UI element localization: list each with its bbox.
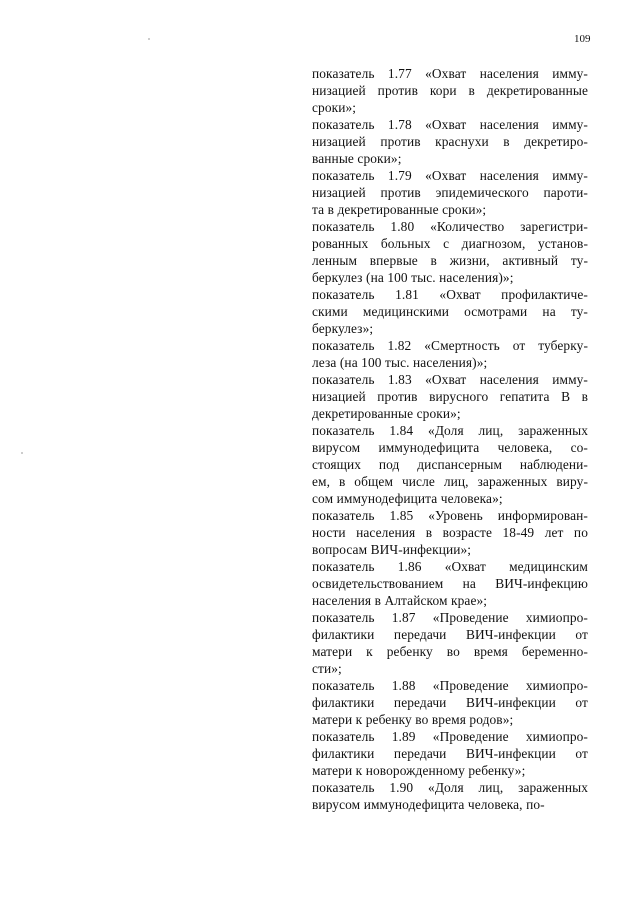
text-line: матери к ребенку во время родов»; (312, 712, 514, 727)
text-line: ленным впервые в жизни, активный ту- (312, 253, 588, 268)
text-line: низацией против эпидемического пароти- (312, 185, 588, 200)
text-line: показатель 1.78 «Охват населения имму- (312, 117, 588, 132)
text-line: показатель 1.86 «Охват медицинским (312, 559, 588, 574)
text-line: показатель 1.80 «Количество зарегистри- (312, 219, 588, 234)
text-line: низацией против краснухи в декретиро- (312, 134, 588, 149)
text-line: показатель 1.77 «Охват населения имму- (312, 66, 588, 81)
body-text (312, 65, 588, 813)
text-line: ем, в общем числе лиц, зараженных виру- (312, 474, 588, 489)
text-line: матери к новорожденному ребенку»; (312, 763, 526, 778)
text-line: декретированные сроки»; (312, 406, 461, 421)
text-line: стоящих под диспансерным наблюдени- (312, 457, 588, 472)
indicator-paragraph (312, 286, 588, 337)
page-number: 109 (574, 33, 591, 45)
text-line: показатель 1.88 «Проведение химиопро- (312, 678, 588, 693)
text-line: показатель 1.84 «Доля лиц, зараженных (312, 423, 588, 438)
indicator-paragraph (312, 371, 588, 422)
text-line: показатель 1.81 «Охват профилактиче- (312, 287, 588, 302)
text-line: беркулез»; (312, 321, 374, 336)
scan-speck (148, 38, 150, 40)
indicator-paragraph (312, 677, 588, 728)
text-line: сроки»; (312, 100, 357, 115)
indicator-paragraph (312, 337, 588, 371)
indicator-paragraph (312, 422, 588, 507)
indicator-paragraph (312, 65, 588, 116)
text-line: сти»; (312, 661, 342, 676)
text-line: филактики передачи ВИЧ-инфекции от (312, 746, 588, 761)
text-line: филактики передачи ВИЧ-инфекции от (312, 695, 588, 710)
text-line: населения в Алтайском крае»; (312, 593, 488, 608)
text-line: сом иммунодефицита человека»; (312, 491, 503, 506)
text-line: филактики передачи ВИЧ-инфекции от (312, 627, 588, 642)
text-line: показатель 1.85 «Уровень информирован- (312, 508, 588, 523)
text-line: леза (на 100 тыс. населения)»; (312, 355, 488, 370)
indicator-paragraph (312, 779, 588, 813)
text-line: показатель 1.87 «Проведение химиопро- (312, 610, 588, 625)
text-line: скими медицинскими осмотрами на ту- (312, 304, 588, 319)
text-line: вопросам ВИЧ-инфекции»; (312, 542, 472, 557)
text-line: показатель 1.82 «Смертность от туберку- (312, 338, 588, 353)
text-line: ности населения в возрасте 18-49 лет по (312, 525, 588, 540)
indicator-paragraph (312, 218, 588, 286)
text-line: низацией против кори в декретированные (312, 83, 588, 98)
text-line: рованных больных с диагнозом, установ- (312, 236, 588, 251)
indicator-paragraph (312, 609, 588, 677)
indicator-paragraph (312, 728, 588, 779)
text-line: показатель 1.90 «Доля лиц, зараженных (312, 780, 588, 795)
text-line: матери к ребенку во время беременно- (312, 644, 588, 659)
text-line: та в декретированные сроки»; (312, 202, 487, 217)
scan-speck (21, 452, 23, 454)
text-line: ванные сроки»; (312, 151, 402, 166)
text-line: показатель 1.89 «Проведение химиопро- (312, 729, 588, 744)
indicator-paragraph (312, 558, 588, 609)
indicator-paragraph (312, 167, 588, 218)
text-line: низацией против вирусного гепатита В в (312, 389, 588, 404)
indicator-paragraph (312, 507, 588, 558)
text-line: беркулез (на 100 тыс. населения)»; (312, 270, 514, 285)
text-line: показатель 1.79 «Охват населения имму- (312, 168, 588, 183)
text-line: вирусом иммунодефицита человека, со- (312, 440, 588, 455)
text-line: освидетельствованием на ВИЧ-инфекцию (312, 576, 588, 591)
text-line: показатель 1.83 «Охват населения имму- (312, 372, 588, 387)
indicator-paragraph (312, 116, 588, 167)
text-line: вирусом иммунодефицита человека, по- (312, 797, 545, 812)
